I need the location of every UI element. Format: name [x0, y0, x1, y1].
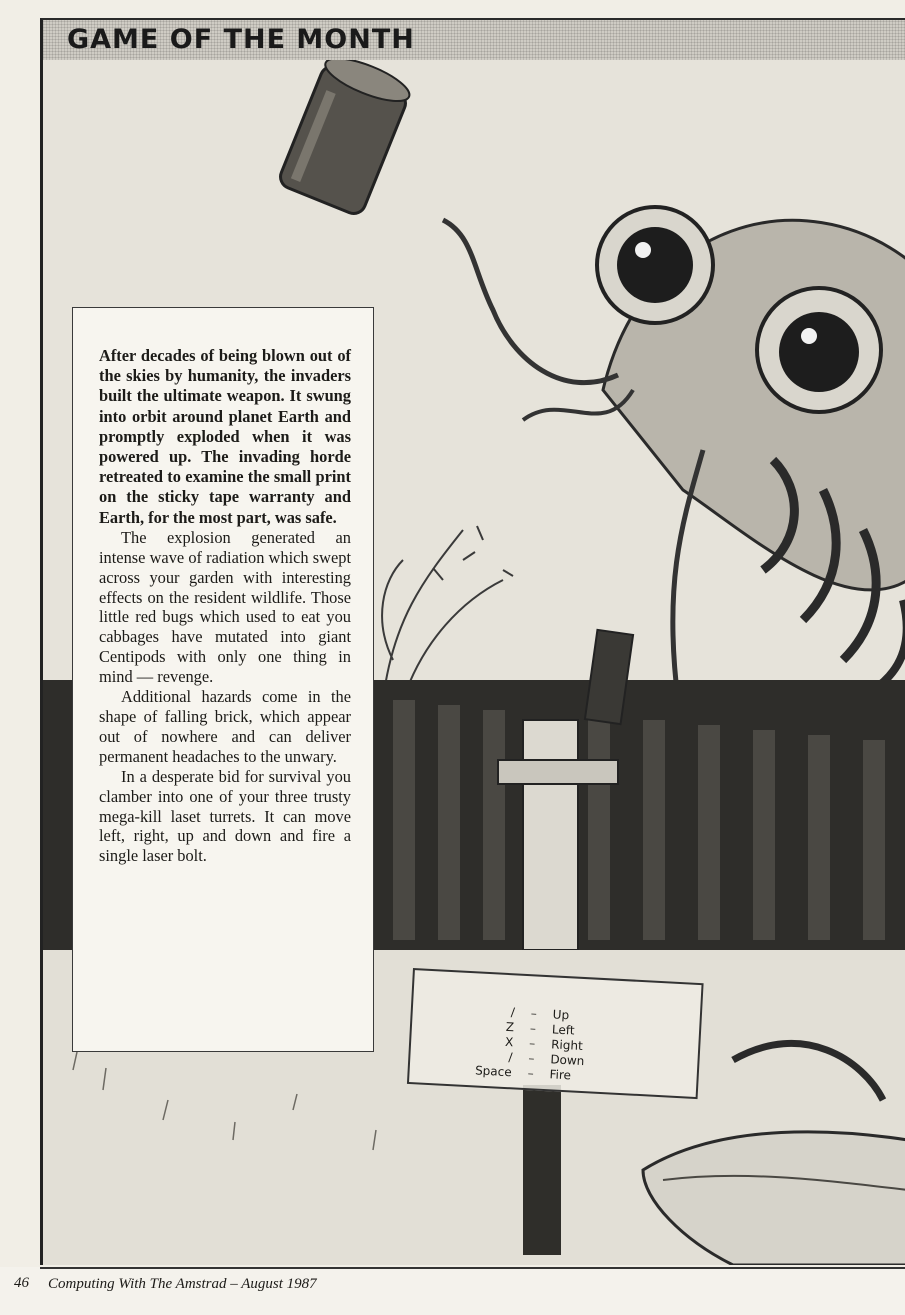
article-paragraph: Additional hazards come in the shape of falling brick, which appear out of nowhere and can deliver permanent headaches to the unwary. [99, 687, 351, 766]
section-title: GAME OF THE MONTH [67, 24, 415, 55]
control-key: X [504, 1034, 514, 1050]
section-header [40, 18, 905, 64]
controls-sign [407, 968, 704, 1099]
footer-rule [40, 1267, 905, 1269]
article-paragraph: The explosion generated an intense wave of radiation which swept across your garden with interesting effects on the resident wildlife. Those little red bugs which used to eat you cabbages have mutated into giant Centipods with only one thing in mind — revenge. [99, 527, 351, 687]
page-number: 46 [14, 1275, 29, 1291]
publication-credit: Computing With The Amstrad – August 1987 [48, 1276, 317, 1292]
article-intro: After decades of being blown out of the skies by humanity, the invaders built the ultimate weapon. It swung into orbit around planet Earth and promptly exploded when it was powered up. The invading horde retreated to examine the small print on the sticky tape warranty and Earth, for the most part, was safe. [99, 346, 351, 527]
control-action: Up [552, 1007, 570, 1023]
article-paragraph: In a desperate bid for survival you clamber into one of your three trusty mega-kill laset turrets. It can move left, right, up and down and fire a single laser bolt. [99, 766, 351, 866]
controls-row: / – Up [510, 1005, 570, 1023]
control-action: Down [550, 1052, 585, 1069]
control-action: Right [550, 1037, 584, 1053]
controls-row: Space – Fire [474, 1063, 572, 1083]
control-key: / [510, 1005, 516, 1020]
controls-row: X – Right [504, 1034, 584, 1053]
controls-row: / – Down [508, 1050, 585, 1069]
control-action: Fire [549, 1067, 572, 1083]
controls-row: Z – Left [505, 1019, 575, 1038]
control-key: / [508, 1050, 513, 1065]
article-text-box [72, 307, 374, 1052]
control-key: Space [474, 1063, 513, 1080]
control-key: Z [505, 1019, 515, 1035]
control-action: Left [551, 1022, 575, 1038]
